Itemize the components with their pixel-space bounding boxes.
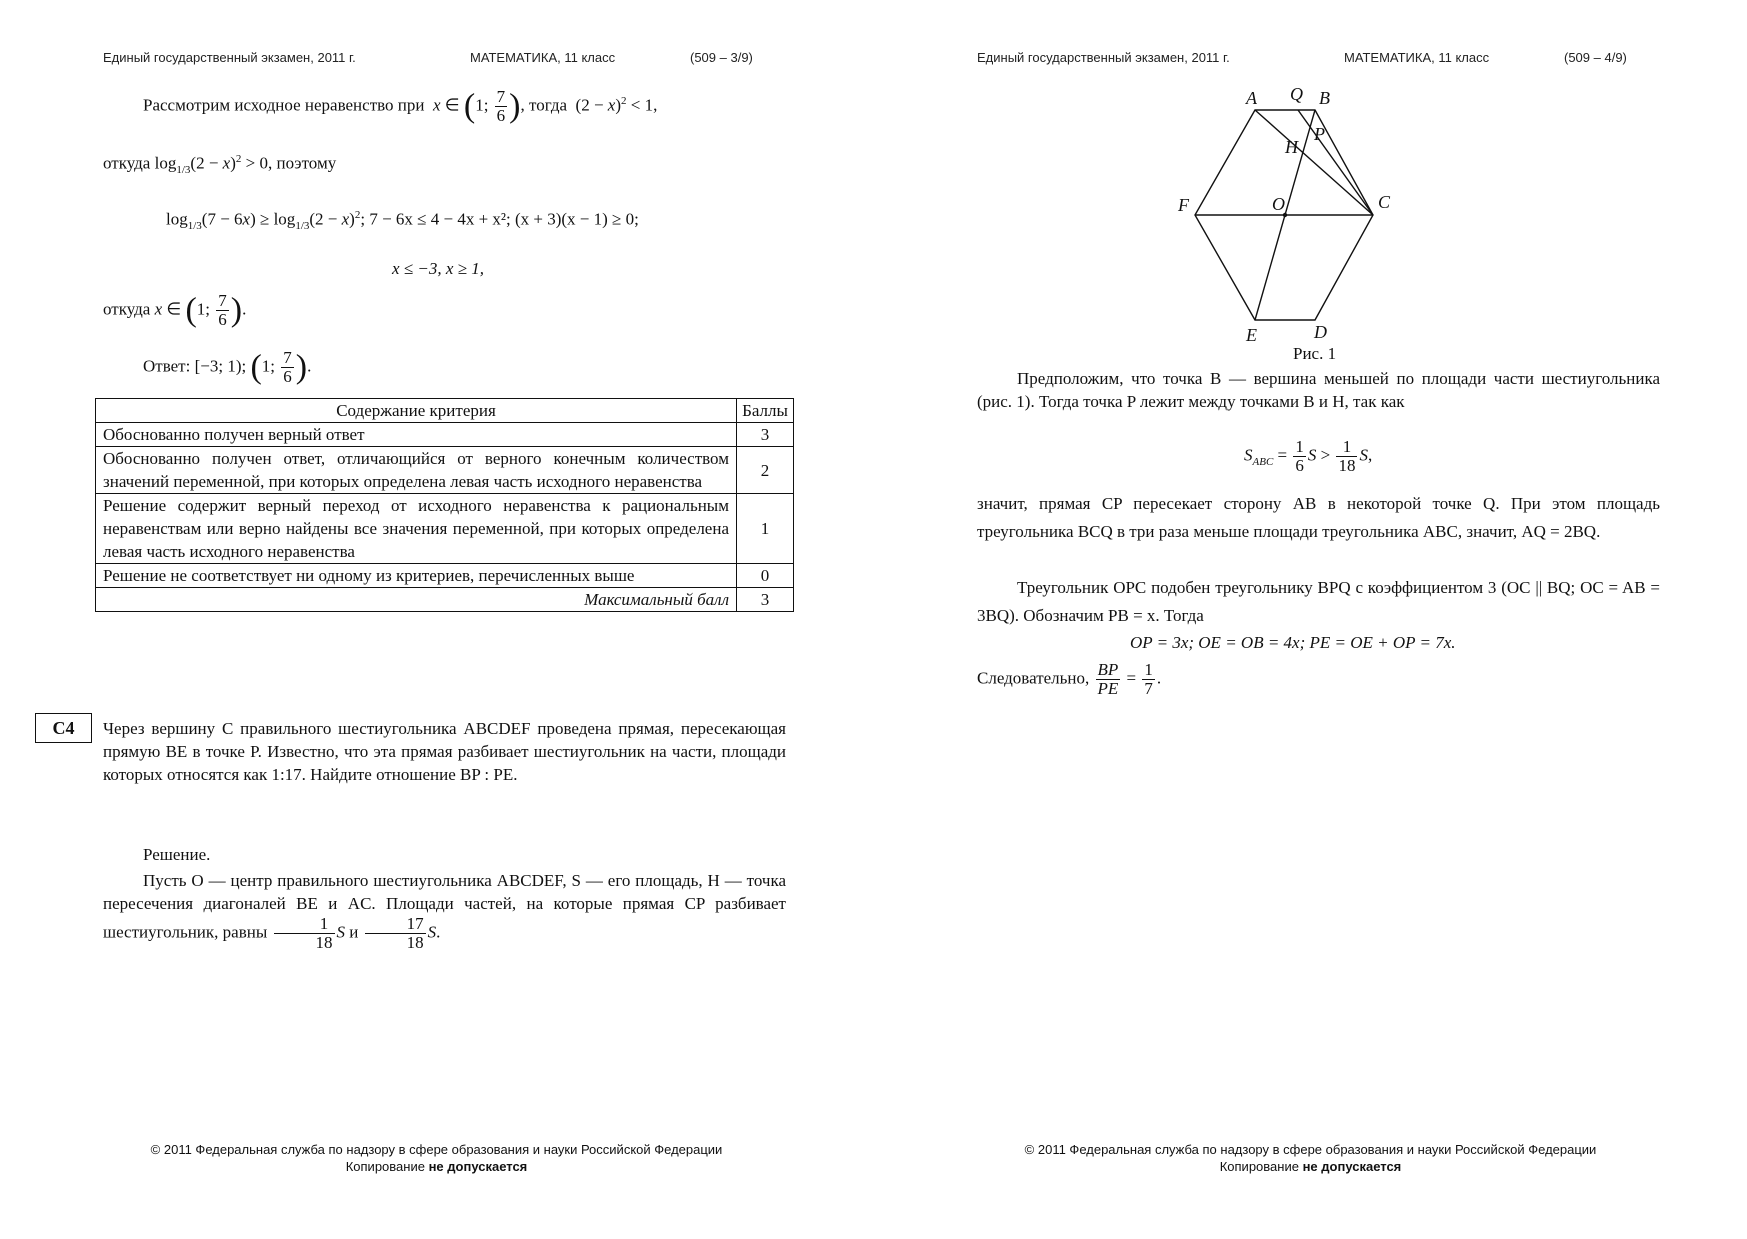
solution-label: Решение. [143,845,211,864]
label-d: D [1314,322,1327,342]
figure-caption: Рис. 1 [1293,344,1337,363]
table-row: Решение содержит верный переход от исходного неравенства к рациональным неравенствам или верно найдены все значения переменной, при которых определена левая часть исходного неравенства 1 [96,494,794,564]
area-inequality: $S_{ABC}$ = $\frac{1}{6}$ S > $\frac{1}{18}$ S, [1244,437,1373,475]
paragraph-therefore: значит, прямая CP пересекает сторону AB в некоторой точке Q. При этом площадь треугольника BCQ в три раза меньше площади треугольника ABC, значит, AQ = 2BQ. [977,494,1660,541]
paragraph-whence: откуда $\log_{1/3}(2 - x)^2 > 0$, поэтому [103,153,337,177]
footer-left: © 2011 Федеральная служба по надзору в сфере образования и науки Российской Федерации Копирование не допускается [150,1142,723,1174]
hexagon-figure [1174,80,1514,365]
label-h: H [1285,137,1298,157]
label-f: F [1178,195,1189,215]
solution-text: Пусть O — центр правильного шестиугольника ABCDEF, S — его площадь, H — точка пересечения диагоналей BE и AC. Площади частей, на которые прямая CP разбивает шестиугольник, равны $\frac{1}{18}$ S и $\frac{17}{18}$ S. [103,871,786,952]
conclusion: Следовательно, $\frac{BP}{PE}$ = $\frac{1}{7}$ . [977,660,1162,698]
answer: Ответ: [−3; 1); (1; $\frac{7}{6}$ ). [143,348,312,386]
label-a: A [1246,88,1257,108]
task-label-c4: C4 [35,713,92,743]
label-p: P [1314,124,1325,144]
line-qc [1298,110,1373,215]
table-row: Обоснованно получен ответ, отличающийся от верного конечным количеством значений переменной, при которых определена левая часть исходного неравенства 2 [96,447,794,494]
left-page [0,0,873,1239]
header-page-number: (509 – 4/9) [1564,50,1627,65]
footer-right: © 2011 Федеральная служба по надзору в сфере образования и науки Российской Федерации Копирование не допускается [1024,1142,1597,1174]
table-row-max: Максимальный балл 3 [96,588,794,612]
header-page-number: (509 – 3/9) [690,50,753,65]
criteria-table [95,398,794,612]
label-e: E [1246,325,1257,345]
header-subject: МАТЕМАТИКА, 11 класс [1344,50,1490,65]
c4-problem: Через вершину C правильного шестиугольника ABCDEF проведена прямая, пересекающая прямую BE в точке P. Известно, что эта прямая разбивает шестиугольник на части, площади которых относятся как 1:17. Найдите отношение BP : PE. [103,719,786,784]
equation-line: OP = 3x; OE = OB = 4x; PE = OE + OP = 7x. [1130,633,1456,652]
header-content: Содержание критерия [96,399,737,423]
label-c: C [1378,192,1391,212]
table-row: Решение не соответствует ни одному из критериев, перечисленных выше 0 [96,564,794,588]
label-q: Q [1290,84,1303,104]
header-points: Баллы [737,399,794,423]
label-o: O [1272,194,1285,214]
paragraph-result: откуда x ∈ (1; $\frac{7}{6}$ ). [103,291,247,329]
label-b: B [1319,88,1330,108]
table-row: Обоснованно получен верный ответ 3 [96,423,794,447]
paragraph-assume: Предположим, что точка B — вершина меньшей по площади части шестиугольника (рис. 1). Тогда точка P лежит между точками B и H, так как [977,369,1660,411]
header-exam: Единый государственный экзамен, 2011 г. [103,50,356,65]
header-exam: Единый государственный экзамен, 2011 г. [977,50,1230,65]
inequality-chain: $\log_{1/3}(7 - 6x) \ge \log_{1/3}(2 - x)^2$; 7 − 6x ≤ 4 − 4x + x²; (x + 3)(x − 1) ≥ 0; [166,209,639,233]
paragraph-similar: Треугольник OPC подобен треугольнику BPQ с коэффициентом 3 (OC || BQ; OC = AB = 3BQ). Обозначим PB = x. Тогда [977,578,1660,625]
right-page [874,0,1747,1239]
header-subject: МАТЕМАТИКА, 11 класс [470,50,616,65]
solution-line: x ≤ −3, x ≥ 1, [392,259,484,278]
paragraph-consider: Рассмотрим исходное неравенство при x ∈ (1; $\frac{7}{6}$ ), тогда $(2 - x)^2 < 1$, [143,87,658,125]
table-header-row [96,399,794,423]
